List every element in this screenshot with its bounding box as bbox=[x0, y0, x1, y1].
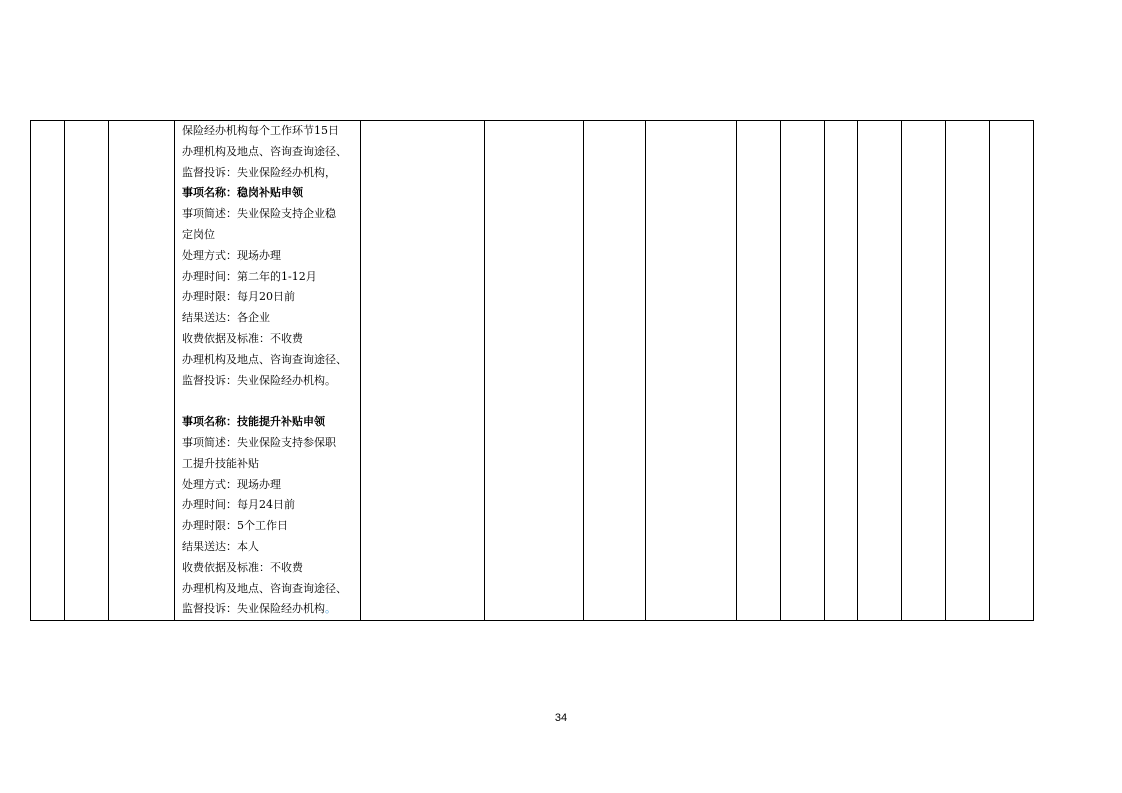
table-cell bbox=[946, 121, 990, 621]
text-line: 结果送达：本人 bbox=[182, 539, 259, 553]
table-cell bbox=[902, 121, 946, 621]
text-line: 监督投诉：失业保险经办机构， bbox=[182, 165, 336, 179]
text-span: 监督投诉：失业保险经办机构 bbox=[182, 602, 325, 616]
table-cell bbox=[109, 121, 175, 621]
text-line: 定岗位 bbox=[182, 227, 215, 241]
text-line: 处理方式：现场办理 bbox=[182, 477, 281, 491]
item-name-heading: 事项名称：稳岗补贴申领 bbox=[182, 186, 303, 200]
text-line: 办理时间：每月24日前 bbox=[182, 498, 295, 512]
blank-line bbox=[182, 391, 360, 412]
text-line: 结果送达：各企业 bbox=[182, 311, 270, 325]
page-number: 34 bbox=[554, 712, 568, 724]
text-line: 办理机构及地点、咨询查询途径、 bbox=[182, 352, 347, 366]
text-line: 事项简述：失业保险支持参保职 bbox=[182, 435, 336, 449]
text-line: 办理时限：每月20日前 bbox=[182, 290, 295, 304]
data-table bbox=[30, 120, 1034, 621]
item-name-heading: 事项名称：技能提升补贴申领 bbox=[182, 415, 325, 429]
table-cell bbox=[361, 121, 485, 621]
text-line: 工提升技能补贴 bbox=[182, 456, 259, 470]
table-row bbox=[31, 121, 1034, 621]
table-cell bbox=[737, 121, 781, 621]
table-cell bbox=[781, 121, 825, 621]
table-cell bbox=[825, 121, 858, 621]
text-line: 处理方式：现场办理 bbox=[182, 248, 281, 262]
text-line bbox=[182, 599, 360, 620]
text-line: 监督投诉：失业保险经办机构。 bbox=[182, 373, 336, 387]
table-cell bbox=[31, 121, 65, 621]
table-cell bbox=[858, 121, 902, 621]
table-cell bbox=[584, 121, 646, 621]
text-line: 收费依据及标准：不收费 bbox=[182, 560, 303, 574]
text-line: 办理时限：5个工作日 bbox=[182, 519, 288, 533]
colored-period: 。 bbox=[325, 602, 336, 616]
text-line: 保险经办机构每个工作环节15日 bbox=[182, 124, 339, 137]
table-cell bbox=[990, 121, 1034, 621]
table-cell bbox=[646, 121, 737, 621]
text-line: 办理机构及地点、咨询查询途径、 bbox=[182, 144, 347, 158]
table-cell bbox=[485, 121, 584, 621]
service-description-cell bbox=[175, 121, 361, 621]
text-line: 办理机构及地点、咨询查询途径、 bbox=[182, 581, 347, 595]
text-line: 收费依据及标准：不收费 bbox=[182, 331, 303, 345]
text-line: 办理时间：第二年的1-12月 bbox=[182, 269, 317, 283]
text-line: 事项简述：失业保险支持企业稳 bbox=[182, 207, 336, 221]
table-cell bbox=[65, 121, 109, 621]
